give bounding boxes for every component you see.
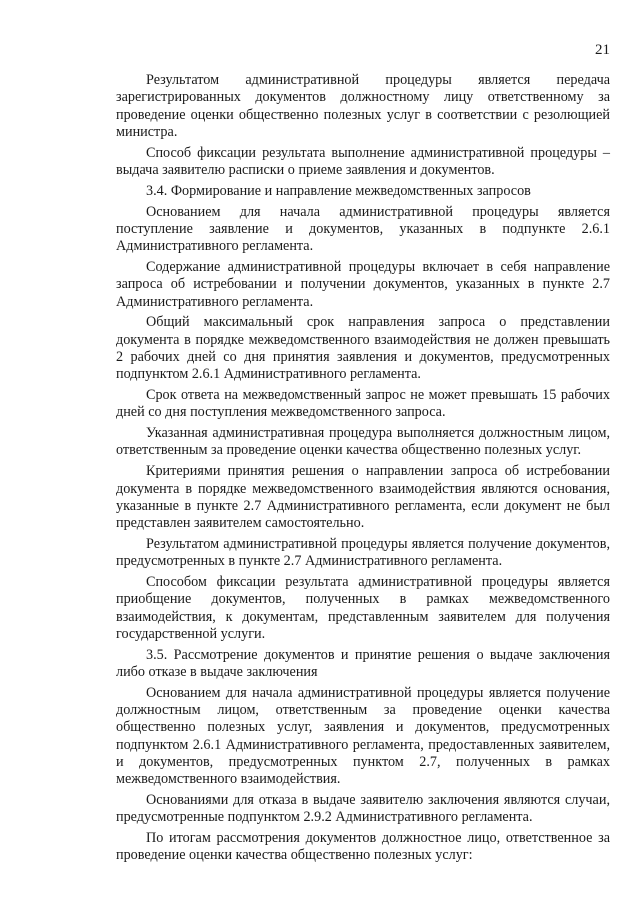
section-heading-3-5: 3.5. Рассмотрение документов и принятие решения о выдаче заключения либо отказе в выдаче заключения xyxy=(116,646,610,680)
paragraph-14: Основаниями для отказа в выдаче заявителю заключения являются случаи, предусмотренные подпунктом 2.9.2 Административного регламента. xyxy=(116,792,610,826)
paragraph-6: Общий максимальный срок направления запроса о представлении документа в порядке межведомственного взаимодействия не должен превышать 2 рабочих дней со дня принятия заявления и документов, предусмотренных подпунктом 2.6.1 Административного регламента. xyxy=(116,314,610,383)
paragraph-15: По итогам рассмотрения документов должностное лицо, ответственное за проведение оценки качества общественно полезных услуг: xyxy=(116,830,610,864)
paragraph-4: Основанием для начала административной процедуры является поступление заявление и документов, указанных в подпункте 2.6.1 Административного регламента. xyxy=(116,203,610,255)
paragraph-8: Указанная административная процедура выполняется должностным лицом, ответственным за проведение оценки качества общественно полезных услуг. xyxy=(116,425,610,459)
paragraph-10: Результатом административной процедуры является получение документов, предусмотренных в пункте 2.7 Административного регламента. xyxy=(116,535,610,570)
section-heading-3-4: 3.4. Формирование и направление межведомственных запросов xyxy=(146,182,531,199)
paragraph-13: Основанием для начала административной процедуры является получение должностным лицом, ответственным за проведение оценки качества общественно полезных услуг, заявления и документов, предусмотренных подпунктом 2.6.1 Административного регламента, предоставленных заявителем, и документов, предусмотренных пунктом 2.7, полученных в рамках межведомственного взаимодействия. xyxy=(116,684,610,788)
paragraph-9: Критериями принятия решения о направлении запроса об истребовании документа в порядке межведомственного взаимодействия являются основания, указанные в пункте 2.7 Административного регламента, если документ не был представлен заявителем самостоятельно. xyxy=(116,463,610,532)
page-number: 21 xyxy=(595,42,610,58)
paragraph-2: Способ фиксации результата выполнение административной процедуры – выдача заявителю расписки о приеме заявления и документов. xyxy=(116,144,610,178)
paragraph-11: Способом фиксации результата административной процедуры является приобщение документов, полученных в рамках межведомственного взаимодействия, к документам, представленным заявителем для получения государственной услуги. xyxy=(116,574,610,642)
paragraph-5: Содержание административной процедуры включает в себя направление запроса об истребовании и получении документов, указанных в пункте 2.7 Административного регламента. xyxy=(116,258,610,310)
document-body xyxy=(116,72,610,868)
paragraph-7: Срок ответа на межведомственный запрос не может превышать 15 рабочих дней со дня поступления межведомственного запроса. xyxy=(116,387,610,421)
paragraph-1: Результатом административной процедуры является передача зарегистрированных документов должностному лицу ответственному за проведение оценки общественно полезных услуг в соответствии с резолющией министра. xyxy=(116,72,610,140)
